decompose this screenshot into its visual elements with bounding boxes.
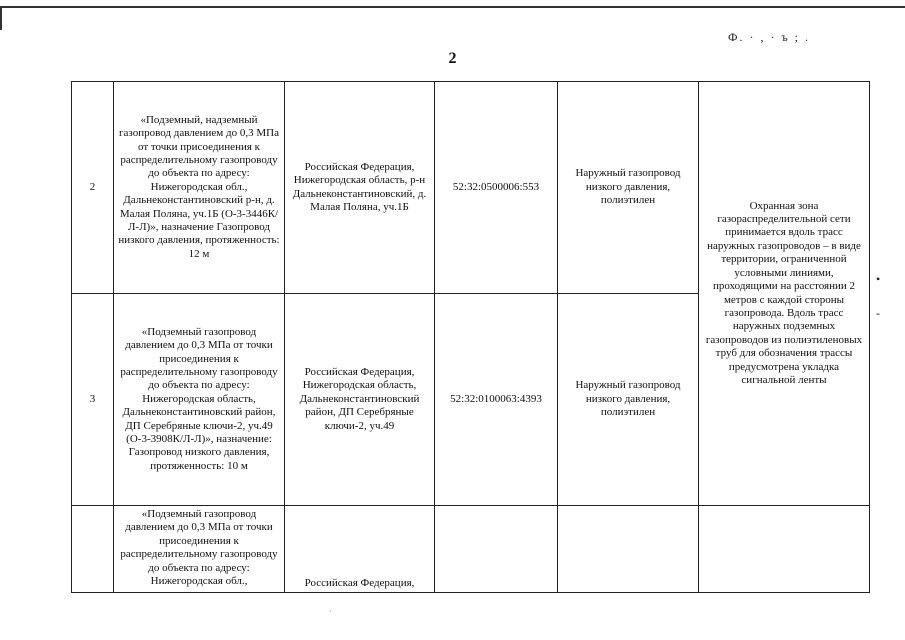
scan-speck: ·: [329, 607, 332, 616]
table-row: [72, 82, 870, 294]
protection-zone-description: [699, 506, 870, 593]
object-type: [558, 506, 699, 593]
table-row: [72, 506, 870, 593]
scan-speck: •: [876, 272, 883, 286]
object-address: Российская Федерация,: [285, 506, 435, 593]
handwritten-mark: Ф. · , · ъ ; .: [728, 30, 811, 44]
scan-speck: -: [876, 306, 882, 320]
cadastral-number: [435, 506, 558, 593]
object-description: «Подземный газопровод давлением до 0,3 МПа от точки присоединения к распределительному газопроводу до объекта по адресу: Нижегородская обл.,: [114, 506, 285, 593]
scan-border-top: [0, 6, 905, 8]
row-number: [72, 506, 114, 593]
cadastral-number: 52:32:0100063:4393: [435, 294, 558, 506]
protection-zone-description: Охранная зона газораспределительной сети принимается вдоль трасс наружных газопроводов – в виде территории, ограниченной условными линиями, проходящими на расстоянии 2 метров с каждой стороны газопровода. Вдоль трасс наружных подземных газопроводов из полиэтиленовых труб для обозначения трассы предусмотрена укладка сигнальной ленты: [699, 82, 870, 506]
page-number: 2: [448, 50, 457, 67]
object-type: Наружный газопровод низкого давления, полиэтилен: [558, 294, 699, 506]
scan-border-left: [0, 6, 2, 30]
row-number: 3: [72, 294, 114, 506]
cadastral-number: 52:32:0500006:553: [435, 82, 558, 294]
row-number: 2: [72, 82, 114, 294]
object-description: «Подземный газопровод давлением до 0,3 МПа от точки присоединения к распределительному газопроводу до объекта по адресу: Нижегородская область, Дальнеконстантиновский район, ДП Серебряные ключи-2, уч.49 (О-3-3908К/Л-Л)», назначение: Газопровод низкого давления, протяженность: 10 м: [114, 294, 285, 506]
object-address: Российская Федерация, Нижегородская область, Дальнеконстантиновский район, ДП Серебряные ключи-2, уч.49: [285, 294, 435, 506]
object-address: Российская Федерация, Нижегородская область, р-н Дальнеконстантиновский, д. Малая Поляна, уч.1Б: [285, 82, 435, 294]
object-description: «Подземный, надземный газопровод давлением до 0,3 МПа от точки присоединения к распределительному газопроводу до объекта по адресу: Нижегородская обл., Дальнеконстантиновский р-н, д. Малая Поляна, уч.1Б (О-3-3446К/Л-Л)», назначение Газопровод низкого давления, протяженность: 12 м: [114, 82, 285, 294]
object-type: Наружный газопровод низкого давления, полиэтилен: [558, 82, 699, 294]
gas-pipeline-table: [71, 81, 870, 593]
